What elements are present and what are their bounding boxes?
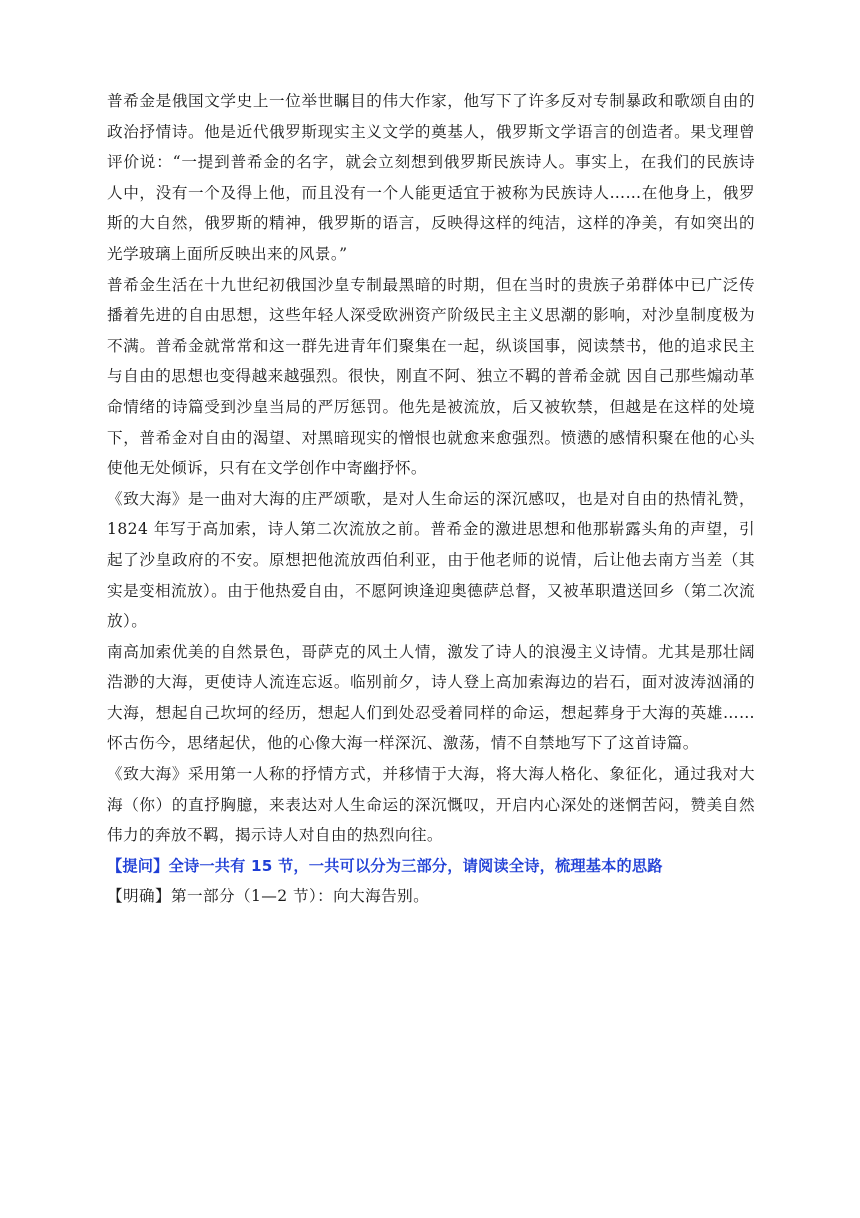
answer-tag: 【明确】 [107, 887, 171, 906]
paragraph-scenery: 南高加索优美的自然景色，哥萨克的风土人情，激发了诗人的浪漫主义诗情。尤其是那壮阔浩渺的大海，更使诗人流连忘返。临别前夕，诗人登上高加索海边的岩石，面对波涛汹涌的大海，想起自己坎坷的经历，想起人们到处忍受着同样的命运，想起葬身于大海的英雄……怀古伤今，思绪起伏，他的心像大海一样深沉、激荡，情不自禁地写下了这首诗篇。 [107, 642, 755, 753]
paragraph-poem-origin: 《致大海》是一曲对大海的庄严颂歌，是对人生命运的深沉感叹，也是对自由的热情礼赞，1824 年写于高加索，诗人第二次流放之前。普希金的激进思想和他那崭露头角的声望，引起了沙皇政府的不安。原想把他流放西伯利亚，由于他老师的说情，后让他去南方当差（其实是变相流放）。由于他热爱自由，不愿阿谀逢迎奥德萨总督，又被革职遣送回乡（第二次流放）。 [107, 489, 755, 631]
answer-text: 第一部分（1—2 节）：向大海告别。 [170, 887, 430, 906]
question-tag: 【提问】 [107, 856, 169, 875]
paragraph-intro: 普希金是俄国文学史上一位举世瞩目的伟大作家，他写下了许多反对专制暴政和歌颂自由的政治抒情诗。他是近代俄罗斯现实主义文学的奠基人，俄罗斯文学语言的创造者。果戈理曾评价说：“一提到普希金的名字，就会立刻想到俄罗斯民族诗人。事实上，在我们的民族诗人中，没有一个及得上他，而且没有一个人能更适宜于被称为民族诗人……在他身上，俄罗斯的大自然，俄罗斯的精神，俄罗斯的语言，反映得这样的纯洁，这样的净美，有如突出的光学玻璃上面所反映出来的风景。” [107, 92, 755, 263]
question-text: 全诗一共有 15 节，一共可以分为三部分，请阅读全诗，梳理基本的思路 [168, 856, 663, 875]
paragraph-background: 普希金生活在十九世纪初俄国沙皇专制最黑暗的时期，但在当时的贵族子弟群体中已广泛传播着先进的自由思想，这些年轻人深受欧洲资产阶级民主主义思潮的影响，对沙皇制度极为不满。普希金就常常和这一群先进青年们聚集在一起，纵谈国事，阅读禁书，他的追求民主与自由的思想也变得越来越强烈。很快，刚直不阿、独立不羁的普希金就 因自己那些煽动革命情绪的诗篇受到沙皇当局的严厉惩罚。他先是被流放，后又被软禁，但越是在这样的处境下，普希金对自由的渴望、对黑暗现实的憎恨也就愈来愈强烈。愤懑的感情积聚在他的心头使他无处倾诉，只有在文学创作中寄幽抒怀。 [107, 275, 755, 478]
paragraph-technique: 《致大海》采用第一人称的抒情方式，并移情于大海，将大海人格化、象征化，通过我对大海（你）的直抒胸臆，来表达对人生命运的深沉慨叹，开启内心深处的迷惘苦闷，赞美自然伟力的奔放不羁，揭示诗人对自由的热烈向往。 [107, 765, 755, 845]
document-page [107, 86, 755, 912]
question-line [107, 851, 755, 882]
answer-line [107, 881, 755, 912]
